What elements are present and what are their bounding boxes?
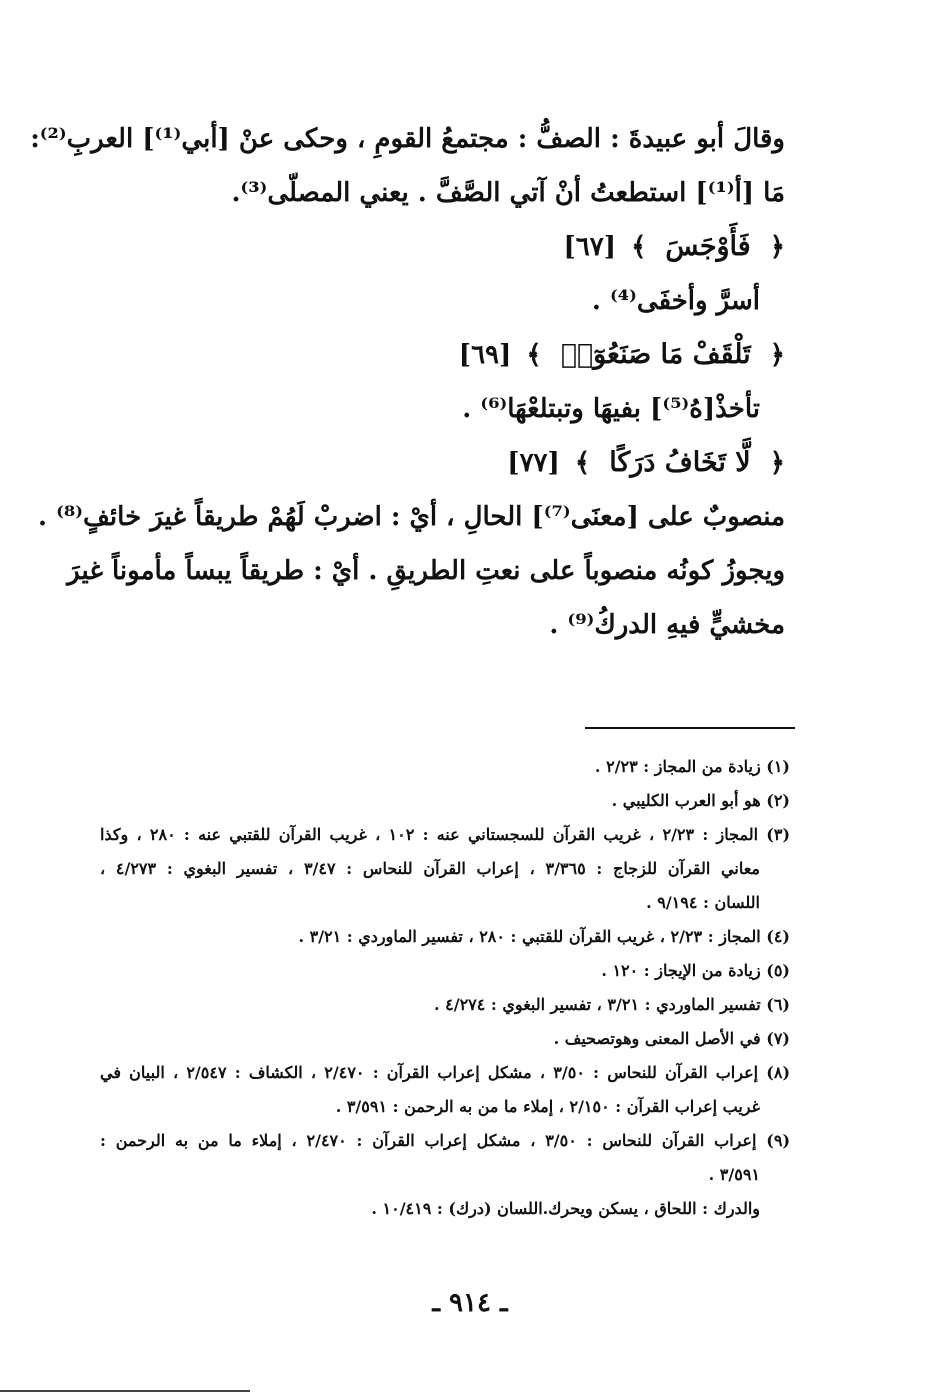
- verse-ref: [٦٩]: [458, 340, 512, 370]
- close-bracket: ﴾: [526, 340, 542, 370]
- quran-verse-69: [95, 328, 785, 382]
- open-bracket: ﴿: [769, 448, 785, 478]
- footnotes: [100, 750, 790, 1226]
- footnote-5: (٥) زيادة من الإيجاز : ١٢٠ .: [601, 961, 790, 980]
- text-line-5: منصوبٌ على [معنَى⁽⁷⁾] الحالِ ، أيْ : اضربْ لَهُمْ طريقاً غيرَ خائفٍ⁽⁸⁾ .: [38, 502, 785, 532]
- footnote-4: (٤) المجاز : ٢/٢٣ ، غريب القرآن للقتبي : ٢٨٠ ، تفسير الماوردي : ٣/٢١ .: [298, 927, 790, 946]
- verse-ref: [٧٧]: [507, 448, 560, 478]
- scan-edge-line: [0, 1390, 250, 1392]
- footnote-6: (٦) تفسير الماوردي : ٣/٢١ ، تفسير البغوي : ٤/٢٧٤ .: [434, 995, 790, 1014]
- verse-text: فَأَوْجَسَ: [665, 231, 751, 262]
- footnote-9-extra: والدرك : اللحاق ، يسكن ويحرك.اللسان (درك) : ١٠/٤١٩ .: [371, 1199, 760, 1218]
- open-bracket: ﴿: [769, 232, 785, 262]
- quran-verse-67: [95, 220, 785, 274]
- footnote-9: (٩) إعراب القرآن للنحاس : ٣/٥٠ ، مشكل إعراب القرآن : ٢/٤٧٠ ، إملاء ما من به الرحمن :: [100, 1131, 791, 1150]
- verse-text: لَّا تَخَافُ دَرَكًا: [609, 447, 751, 478]
- footnote-9-cont: ٣/٥٩١ .: [708, 1165, 760, 1184]
- footnote-divider: [585, 727, 795, 729]
- footnote-8-cont: غريب إعراب القرآن : ٢/١٥٠ ، إملاء ما من به الرحمن : ٣/٥٩١ .: [335, 1097, 760, 1116]
- close-bracket: ﴾: [631, 232, 647, 262]
- text-line-3: أسرَّ وأخفَى⁽⁴⁾ .: [591, 286, 760, 316]
- main-text: [30, 112, 785, 652]
- text-line-6: ويجوزُ كونُه منصوباً على نعتِ الطريقِ . أيْ : طريقاً يبساً مأموناً غيرَ: [67, 556, 785, 586]
- footnote-3-cont-1: معاني القرآن للزجاج : ٣/٣٦٥ ، إعراب القرآن للنحاس : ٣/٤٧ ، تفسير البغوي : ٤/٢٧٣ ،: [100, 859, 760, 878]
- close-bracket: ﴾: [574, 448, 591, 478]
- footnote-2: (٢) هو أبو العرب الكليبي .: [611, 791, 790, 810]
- text-line-4: تأخذْ[هُ⁽⁵⁾] بفيهَا وتبتلعْهَا⁽⁶⁾ .: [462, 394, 760, 424]
- footnote-3-cont-2: اللسان : ٩/١٩٤ .: [646, 893, 760, 912]
- footnote-3: (٣) المجاز : ٢/٢٣ ، غريب القرآن للسجستاني عنه : ١٠٢ ، غريب القرآن للقتبي عنه : ٢٨٠ ، وكذا: [100, 825, 791, 844]
- footnote-8: (٨) إعراب القرآن للنحاس : ٣/٥٠ ، مشكل إعراب القرآن : ٢/٤٧٠ ، الكشاف : ٢/٥٤٧ ، البيان في: [100, 1063, 791, 1082]
- text-line-2: مَا [أ⁽¹⁾] استطعتُ أنْ آتي الصَّفَّ . يعني المصلّى⁽³⁾.: [231, 178, 785, 208]
- text-line-1: وقالَ أبو عبيدةَ : الصفُّ : مجتمعُ القومِ ، وحكى عنْ [أبي⁽¹⁾] العربِ⁽²⁾:: [30, 124, 785, 154]
- quran-verse-77: [95, 436, 785, 490]
- footnote-7: (٧) في الأصل المعنى وهوتصحيف .: [553, 1029, 790, 1048]
- page-number: ـ ٩١٤ ـ: [432, 1288, 508, 1318]
- footnote-1: (١) زيادة من المجاز : ٢/٢٣ .: [594, 757, 790, 776]
- text-line-7: مخشيٍّ فيهِ الدركُ⁽⁹⁾ .: [549, 610, 785, 640]
- verse-ref: [٦٧]: [563, 232, 617, 262]
- verse-text: تَلْقَفْ مَا صَنَعُوٓا۟: [560, 339, 751, 370]
- open-bracket: ﴿: [769, 340, 785, 370]
